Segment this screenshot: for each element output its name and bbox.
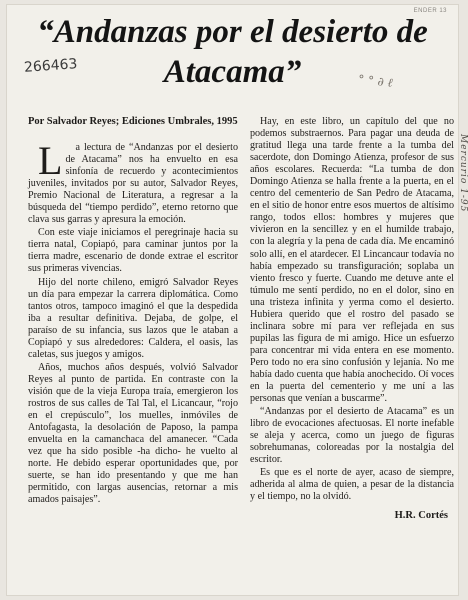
paragraph: Con este viaje iniciamos el peregrinaje hacia su tierra natal, Copiapó, para caminar juntos por la tierra madre, escenario de donde extrae el escritor sus primeras vivencias.: [28, 227, 238, 275]
left-column: [28, 116, 238, 507]
newspaper-clipping: [6, 4, 468, 596]
paragraph: Hijo del norte chileno, emigró Salvador Reyes un día para empezar la carrera diplomática. Como tantos otros, tampoco imaginó el que la despedida iba a resultar definitiva. Dejaba, de golpe, el paraíso de su infancia, sus lazos que le ataban a Copiapó y sus alrededores: Caldera, el oasis, las caletas, sus juegos y amigos.: [28, 276, 238, 360]
right-column: [250, 116, 454, 523]
paragraph: Es que es el norte de ayer, acaso de siempre, adherida al alma de quien, a pesar de la distancia y el tiempo, no la olvidó.: [250, 467, 454, 503]
handwritten-scribble: ° ° ∂ ℓ: [357, 72, 394, 90]
paragraph: La lectura de “Andanzas por el desierto de Atacama” nos ha envuelto en esa sinfonía de recuerdo y acontecimientos juveniles, invitados por su autor, Salvador Reyes, Premio Nacional de Literatura, a regresar a la búsqueda del “tiempo perdido”, eterno retorno que clava sus garras y apresura la emoción.: [28, 138, 238, 226]
author-signature: H.R. Cortés: [394, 509, 448, 521]
paragraph: Años, muchos años después, volvió Salvador Reyes al punto de partida. En contraste con la visión que de la vieja Europa traía, emergieron los rostros de sus calles de Tal Tal, el Licancaur, “rojo en el crepúsculo”, los muelles, inmóviles de Antofagasta, la desolación de Paposo, la pampa envuelta en la camanchaca del amanecer. “Cada vez que ha sido posible -ha dicho- he vuelto al norte. He debido esperar oportunidades que, por suerte, se han ido presentando y que me han permitido, con largas ausencias, retornar a mis amados paisajes”.: [28, 361, 238, 506]
article-headline: “Andanzas por el desierto de Atacama”: [37, 14, 428, 90]
handwritten-margin-note: Mercurio 1-95: [458, 134, 468, 213]
handwritten-number: 266463: [23, 56, 78, 76]
paragraph: “Andanzas por el desierto de Atacama” es un libro de evocaciones afectuosas. El norte inefable se aleja y acerca, como un juego de figuras sobrehumanas, coloreadas por la nostalgia del escritor.: [250, 406, 454, 466]
paragraph: Hay, en este libro, un capítulo del que no podemos substraernos. Para pagar una deuda de gratitud llega una tarde frente a la tumba del sacerdote, don Domingo Atienza, profesor de sus años escolares. Recuerda: “La tumba de don Domingo Atienza se halla frente a la puerta, en el centro del cementerio de San Pedro de Atacama, en el sitio de honor entre esos muertos de altísimo rango, todos ellos: hombres y mujeres que vivieron en la sencillez y en el humilde trabajo, con la alegría y la pena de cada día. Me encaminó solo allí, en el atardecer. El Lincancaur todavía no había empezado su transfiguración; soplaba un viento fresco y fuerte. Cuando me detuve ante el túmulo me sentí perdido, no en el dolor, sino en una tristeza infinita y yerma como el desierto. Hubiera querido que el rostro del pasado se inclinara sobre mí para ver reflejada en sus pupilas las figura de mi amigo. Hice un esfuerzo para concentrar mi vida entera en ese momento. Pero todo no era sino confusión y lejanía. No me había dado cuenta que había anochecido. Oí voces en la puerta del cementerio y me uní a las personas que venían a buscarme”.: [250, 116, 454, 405]
corner-tag: ENDER 13: [413, 8, 447, 14]
byline: Por Salvador Reyes; Ediciones Umbrales, 1995: [28, 116, 238, 127]
